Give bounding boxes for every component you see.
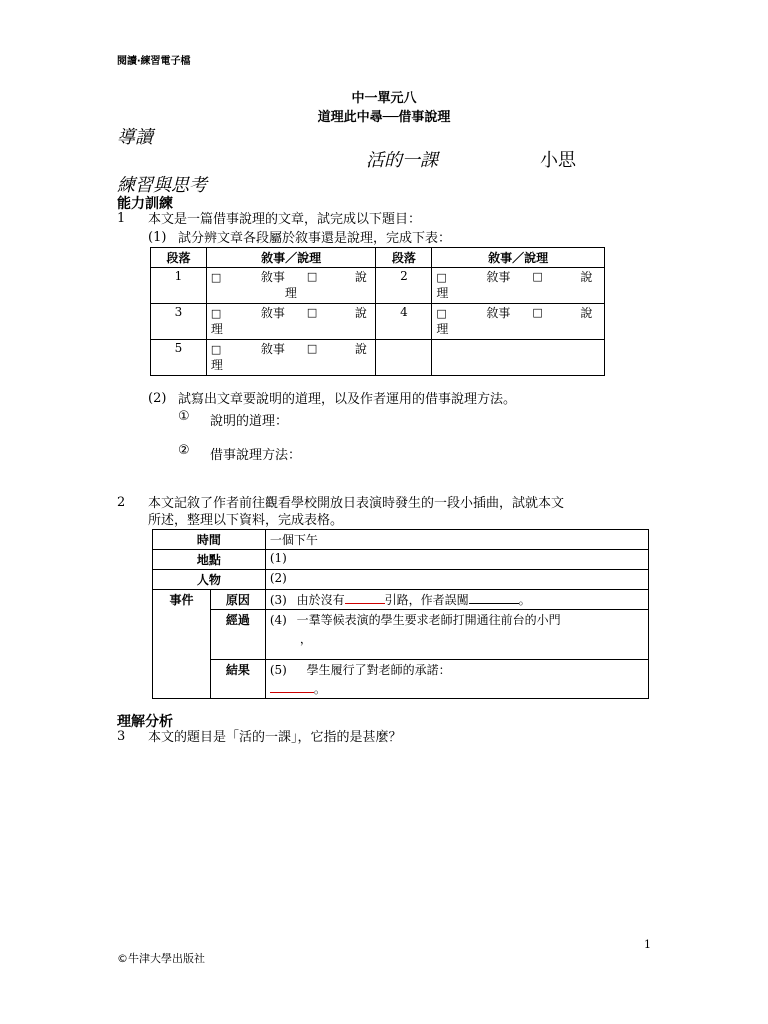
result-cell — [265, 660, 648, 699]
process-comma: ， — [299, 632, 312, 646]
unit-number: 中一單元八 — [351, 91, 417, 106]
argument-label-part2: 理 — [436, 322, 449, 336]
q2-number: 2 — [117, 495, 126, 510]
event-label: 事件 — [153, 590, 211, 699]
lesson-title: 活的一課 — [366, 150, 438, 171]
cause-label: 原因 — [210, 590, 265, 610]
table-row — [153, 590, 649, 610]
col-header-paragraph: 段落 — [376, 248, 432, 268]
place-label: 地點 — [153, 550, 266, 570]
q1-part2-number: (2) — [148, 391, 167, 406]
narrative-label: 敘事 — [486, 270, 511, 284]
q1-part2-i-text: 說明的道理： — [210, 414, 289, 429]
q1-part2-ii-text: 借事說理方法： — [210, 448, 302, 463]
col-header-paragraph: 段落 — [151, 248, 207, 268]
argument-label-part2: 理 — [436, 286, 449, 300]
result-number: (5) — [269, 663, 287, 677]
result-blank[interactable] — [270, 692, 314, 693]
cause-cell — [265, 590, 648, 610]
narrative-label: 敘事 — [260, 270, 285, 284]
argument-checkbox[interactable]: □ — [306, 270, 318, 283]
result-label: 結果 — [210, 660, 265, 699]
paragraph-number: 3 — [151, 304, 207, 340]
narrative-checkbox[interactable]: □ — [436, 271, 447, 284]
argument-checkbox[interactable]: □ — [306, 306, 318, 319]
process-label: 經過 — [210, 610, 265, 660]
people-value: (2) — [265, 570, 648, 590]
table-row — [153, 550, 649, 570]
table-row — [153, 530, 649, 550]
paragraph-number: 1 — [151, 268, 207, 304]
event-info-table — [152, 529, 649, 699]
table-row — [151, 304, 605, 340]
result-text: 學生履行了對老師的承諾： — [306, 663, 451, 677]
cause-blank-2[interactable] — [469, 603, 519, 604]
narrative-checkbox[interactable]: □ — [436, 307, 447, 320]
lesson-author: 小思 — [540, 150, 576, 171]
place-value: (1) — [265, 550, 648, 570]
q1-part1-number: (1) — [148, 230, 167, 245]
copyright-footer: ©牛津大學出版社 — [117, 952, 205, 965]
doc-header-label: 閱讀‧練習電子檔 — [117, 56, 191, 67]
q3-number: 3 — [117, 729, 126, 744]
argument-checkbox[interactable]: □ — [532, 306, 543, 319]
narrative-checkbox[interactable]: □ — [210, 271, 222, 284]
empty-cell — [432, 340, 605, 376]
col-header-type: 敘事／說理 — [432, 248, 605, 268]
q1-number: 1 — [117, 211, 126, 226]
narrative-checkbox[interactable]: □ — [210, 343, 222, 356]
process-number: (4) — [269, 613, 287, 627]
argument-label-part1: 說 — [580, 306, 593, 320]
type-choice-cell — [206, 340, 376, 376]
process-cell — [265, 610, 648, 660]
type-choice-cell — [206, 268, 376, 304]
table-row — [151, 268, 605, 304]
q1-part2-text: 試寫出文章要說明的道理，以及作者運用的借事說理方法。 — [178, 392, 517, 407]
table-row — [153, 570, 649, 590]
cause-text-a: 由於沒有 — [296, 593, 345, 607]
result-end: 。 — [313, 682, 326, 696]
practice-section-title: 練習與思考 — [117, 175, 207, 196]
q1-text: 本文是一篇借事說理的文章，試完成以下題目： — [148, 212, 422, 227]
paragraph-number: 5 — [151, 340, 207, 376]
narrative-label: 敘事 — [486, 306, 511, 320]
unit-title: 道理此中尋──借事說理 — [317, 110, 451, 125]
paragraph-number: 2 — [376, 268, 432, 304]
page-number: 1 — [644, 938, 651, 951]
type-choice-cell — [432, 268, 605, 304]
col-header-type: 敘事／說理 — [206, 248, 376, 268]
cause-text-b: 引路，作者誤闖 — [384, 593, 469, 607]
argument-label-part2: 理 — [210, 358, 223, 372]
q1-part2-i-mark: ① — [178, 409, 190, 424]
argument-checkbox[interactable]: □ — [532, 270, 543, 283]
time-value: 一個下午 — [265, 530, 648, 550]
paragraph-classification-table — [150, 247, 605, 376]
cause-text-c: 。 — [518, 593, 531, 607]
type-choice-cell — [206, 304, 376, 340]
q3-text: 本文的題目是「活的一課」，它指的是甚麼？ — [148, 730, 402, 745]
argument-label-part1: 說 — [354, 342, 367, 356]
q2-text-line2: 所述，整理以下資料，完成表格。 — [148, 513, 344, 528]
argument-label-part1: 說 — [354, 270, 367, 284]
narrative-label: 敘事 — [260, 342, 285, 356]
intro-section-title: 導讀 — [117, 127, 153, 148]
q1-part1-text: 試分辨文章各段屬於敘事還是說理，完成下表： — [178, 231, 452, 246]
q1-part2-ii-mark: ② — [178, 443, 190, 458]
ability-heading: 能力訓練 — [117, 196, 173, 212]
analysis-heading: 理解分析 — [117, 714, 173, 730]
argument-checkbox[interactable]: □ — [306, 342, 318, 355]
cause-blank-1[interactable] — [345, 603, 385, 604]
narrative-checkbox[interactable]: □ — [210, 307, 222, 320]
cause-number: (3) — [269, 593, 287, 607]
table-row — [151, 340, 605, 376]
table-header-row — [151, 248, 605, 268]
table-row — [153, 610, 649, 660]
argument-label-part1: 說 — [354, 306, 367, 320]
time-label: 時間 — [153, 530, 266, 550]
q2-text-line1: 本文記敘了作者前往觀看學校開放日表演時發生的一段小插曲，試就本文 — [148, 496, 565, 511]
table-row — [153, 660, 649, 699]
people-label: 人物 — [153, 570, 266, 590]
narrative-label: 敘事 — [260, 306, 285, 320]
empty-cell — [376, 340, 432, 376]
argument-label-part2: 理 — [210, 322, 223, 336]
argument-label-part2: 理 — [284, 286, 297, 300]
process-text: 一羣等候表演的學生要求老師打開通往前台的小門 — [296, 613, 561, 627]
argument-label-part1: 說 — [580, 270, 593, 284]
paragraph-number: 4 — [376, 304, 432, 340]
type-choice-cell — [432, 304, 605, 340]
